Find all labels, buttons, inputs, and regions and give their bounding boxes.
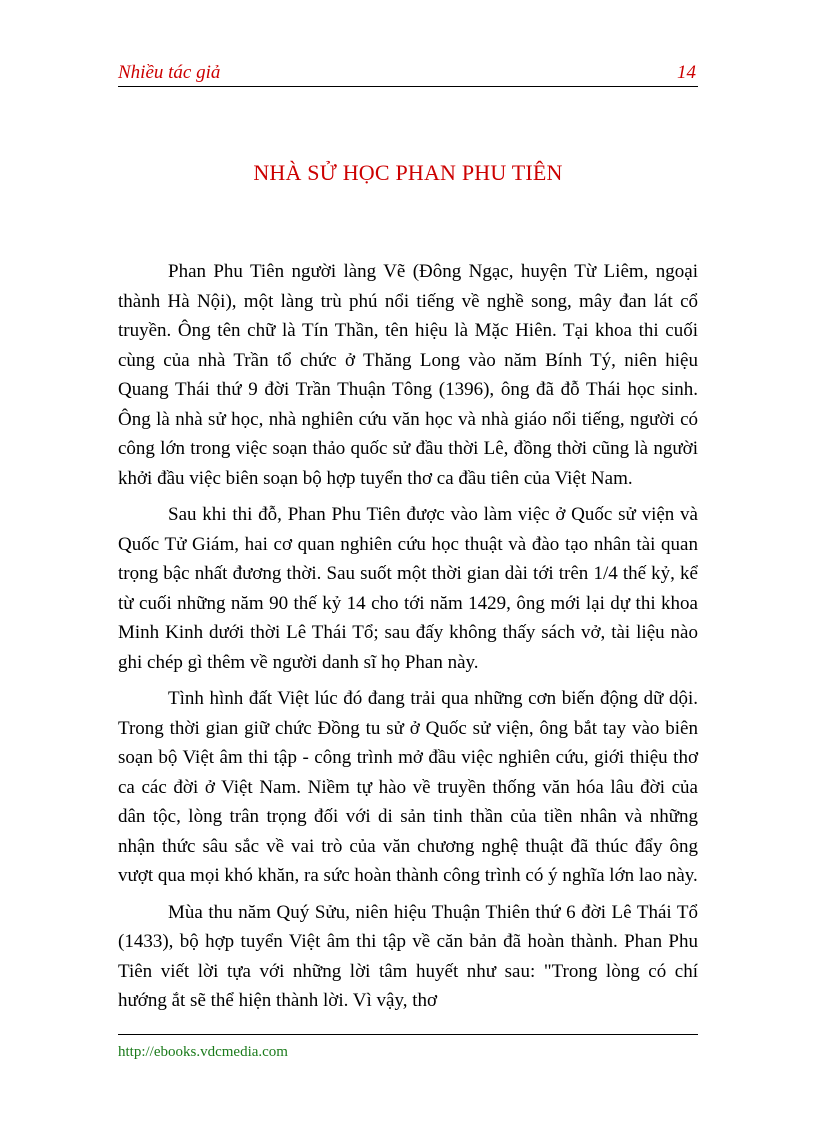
header-page-number: 14 <box>677 62 696 83</box>
article-body <box>118 257 698 1023</box>
paragraph: Phan Phu Tiên người làng Vẽ (Đông Ngạc, huyện Từ Liêm, ngoại thành Hà Nội), một làng trù phú nổi tiếng về nghề song, mây đan lát cổ truyền. Ông tên chữ là Tín Thần, tên hiệu là Mặc Hiên. Tại khoa thi cuối cùng của nhà Trần tổ chức ở Thăng Long vào năm Bính Tý, niên hiệu Quang Thái thứ 9 đời Trần Thuận Tông (1396), ông đã đỗ Thái học sinh. Ông là nhà sử học, nhà nghiên cứu văn học và nhà giáo nổi tiếng, người có công lớn trong việc soạn thảo quốc sử đầu thời Lê, đồng thời cũng là người khởi đầu việc biên soạn bộ hợp tuyển thơ ca đầu tiên của Việt Nam. <box>118 261 698 489</box>
paragraph: Tình hình đất Việt lúc đó đang trải qua những cơn biến động dữ dội. Trong thời gian giữ chức Đồng tu sử ở Quốc sử viện, ông bắt tay vào biên soạn bộ Việt âm thi tập - công trình mở đầu việc nghiên cứu, giới thiệu thơ ca các đời ở Việt Nam. Niềm tự hào về truyền thống văn hóa lâu đời của dân tộc, lòng trân trọng đối với di sản tinh thần của tiền nhân và những nhận thức sâu sắc về vai trò của văn chương nghệ thuật đã thúc đẩy ông vượt qua mọi khó khăn, ra sức hoàn thành công trình có ý nghĩa lớn lao này. <box>118 688 698 886</box>
paragraph: Mùa thu năm Quý Sửu, niên hiệu Thuận Thiên thứ 6 đời Lê Thái Tổ (1433), bộ hợp tuyển Việt âm thi tập về căn bản đã hoàn thành. Phan Phu Tiên viết lời tựa với những lời tâm huyết như sau: "Trong lòng có chí hướng ắt sẽ thể hiện thành lời. Vì vậy, thơ <box>118 901 698 1011</box>
footer-link[interactable]: http://ebooks.vdcmedia.com <box>118 1044 288 1060</box>
footer-divider <box>118 1034 698 1035</box>
paragraph: Sau khi thi đỗ, Phan Phu Tiên được vào làm việc ở Quốc sử viện và Quốc Tử Giám, hai cơ quan nghiên cứu học thuật và đào tạo nhân tài quan trọng bậc nhất đương thời. Sau suốt một thời gian dài tới trên 1/4 thế kỷ, kể từ cuối những năm 90 thế kỷ 14 cho tới năm 1429, ông mới lại dự thi khoa Minh Kinh dưới thời Lê Thái Tổ; sau đấy không thấy sách vở, tài liệu nào ghi chép gì thêm về người danh sĩ họ Phan này. <box>118 504 698 673</box>
header-author: Nhiều tác giả <box>118 62 221 83</box>
page-header <box>118 60 698 87</box>
page-title: NHÀ SỬ HỌC PHAN PHU TIÊN <box>253 160 563 185</box>
